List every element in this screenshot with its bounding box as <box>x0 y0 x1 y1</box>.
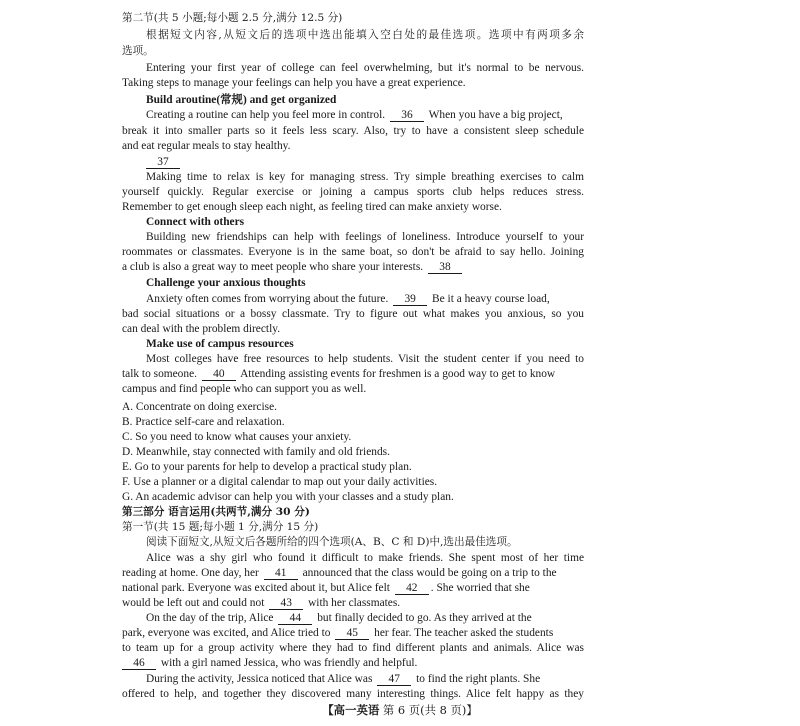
subheading-routine: Build aroutine(常规) and get organized <box>146 94 337 106</box>
blank-37: 37 <box>146 156 180 169</box>
text-segment: announced that the class would be going on a trip to the <box>302 567 557 579</box>
section-heading: 第二节(共 5 小题;每小题 2.5 分,满分 12.5 分) <box>122 12 343 24</box>
text-segment: Anxiety often comes from worrying about the future. <box>146 293 389 305</box>
passage-line: Remember to get enough sleep each night, as feeling tired can make anxiety worse. <box>122 201 502 213</box>
blank-46: 46 <box>122 657 156 670</box>
text-segment: but finally decided to go. As they arrived at the <box>317 612 532 624</box>
text-segment: . She worried that she <box>430 582 530 594</box>
blank-40: 40 <box>202 368 236 381</box>
passage-line <box>122 367 584 382</box>
footer-subject: 【高一英语 <box>322 703 380 717</box>
passage-line <box>122 626 584 641</box>
text-segment: On the day of the trip, Alice <box>146 612 274 624</box>
subheading-connect: Connect with others <box>146 216 245 228</box>
option-d: D. Meanwhile, stay connected with family and old friends. <box>122 446 390 458</box>
footer-page-number: 第 6 页(共 8 页)】 <box>382 703 478 717</box>
text-segment: Be it a heavy course load, <box>432 293 550 305</box>
text-segment: a club is also a great way to meet people who share your interests. <box>122 261 424 273</box>
passage-line: bad social situations or a bossy classmate. Try to figure out what makes you anxious, so you <box>122 308 584 320</box>
passage-line: Most colleges have free resources to help students. Visit the student center if you need to <box>146 353 584 365</box>
passage-line: to team up for a group activity where they had to find different plants and animals. Alice was <box>122 642 584 654</box>
option-g: G. An academic advisor can help you with your classes and a study plan. <box>122 491 454 503</box>
passage-line <box>122 581 584 596</box>
passage-line <box>122 596 584 611</box>
passage-line <box>122 656 584 671</box>
option-f: F. Use a planner or a digital calendar to map out your daily activities. <box>122 476 438 488</box>
text-segment: with her classmates. <box>308 597 401 609</box>
passage-line <box>146 672 584 687</box>
passage-line <box>146 108 584 123</box>
passage-line <box>146 292 584 307</box>
text-segment: When you have a big project, <box>428 109 563 121</box>
blank-36: 36 <box>390 109 424 122</box>
passage-line <box>146 611 584 626</box>
text-segment: with a girl named Jessica, who was friendly and helpful. <box>160 657 418 669</box>
section-heading: 第一节(共 15 题;每小题 1 分,满分 15 分) <box>122 521 319 533</box>
option-c: C. So you need to know what causes your anxiety. <box>122 431 352 443</box>
page-footer <box>0 703 800 718</box>
passage-line: and eat regular meals to stay healthy. <box>122 140 291 152</box>
passage-line <box>146 155 584 170</box>
passage-line <box>122 260 584 275</box>
text-segment: to find the right plants. She <box>416 673 541 685</box>
text-segment: would be left out and could not <box>122 597 265 609</box>
text-segment: Creating a routine can help you feel more in control. <box>146 109 386 121</box>
blank-43: 43 <box>269 597 303 610</box>
text-segment: Attending assisting events for freshmen is a good way to get to know <box>240 368 556 380</box>
blank-45: 45 <box>335 627 369 640</box>
text-segment: park, everyone was excited, and Alice tried to <box>122 627 331 639</box>
intro-line: Entering your first year of college can feel overwhelming, but it's normal to be nervous. <box>146 62 584 74</box>
passage-line: break it into smaller parts so it feels less scary. Also, try to have a consistent sleep schedule <box>122 125 584 137</box>
text-segment: talk to someone. <box>122 368 197 380</box>
option-a: A. Concentrate on doing exercise. <box>122 401 277 413</box>
subheading-challenge: Challenge your anxious thoughts <box>146 277 306 289</box>
text-segment: national park. Everyone was excited about it, but Alice felt <box>122 582 390 594</box>
intro-line: Taking steps to manage your feelings can help you have a great experience. <box>122 77 466 89</box>
blank-41: 41 <box>264 567 298 580</box>
passage-line: roommates or classmates. Everyone is in the same boat, so don't be afraid to say hello. Joining <box>122 246 584 258</box>
passage-line: Alice was a shy girl who found it difficult to make friends. She spent most of her time <box>146 552 584 564</box>
blank-44: 44 <box>278 612 312 625</box>
blank-47: 47 <box>377 673 411 686</box>
passage-line: Building new friendships can help with feelings of loneliness. Introduce yourself to your <box>146 231 584 243</box>
option-e: E. Go to your parents for help to develop a practical study plan. <box>122 461 412 473</box>
text-segment: During the activity, Jessica noticed that Alice was <box>146 673 373 685</box>
part-heading: 第三部分 语言运用(共两节,满分 30 分) <box>122 506 310 518</box>
passage-line: can deal with the problem directly. <box>122 323 281 335</box>
text-segment: her fear. The teacher asked the students <box>374 627 554 639</box>
option-b: B. Practice self-care and relaxation. <box>122 416 285 428</box>
instruction-line: 根据短文内容,从短文后的选项中选出能填入空白处的最佳选项。选项中有两项多余 <box>146 29 584 41</box>
instruction-line: 选项。 <box>122 45 154 57</box>
text-segment: reading at home. One day, her <box>122 567 259 579</box>
passage-line <box>122 566 584 581</box>
passage-line: offered to help, and together they discovered many interesting things. Alice felt happy as they <box>122 688 584 700</box>
instruction-line: 阅读下面短文,从短文后各题所给的四个选项(A、B、C 和 D)中,选出最佳选项。 <box>146 536 518 548</box>
blank-42: 42 <box>395 582 429 595</box>
blank-38: 38 <box>428 261 462 274</box>
passage-line: Making time to relax is key for managing stress. Try simple breathing exercises to calm <box>146 171 584 183</box>
blank-39: 39 <box>393 293 427 306</box>
subheading-resources: Make use of campus resources <box>146 338 294 350</box>
passage-line: yourself quickly. Regular exercise or joining a campus sports club helps reduces stress. <box>122 186 584 198</box>
passage-line: campus and find people who can support you as well. <box>122 383 367 395</box>
